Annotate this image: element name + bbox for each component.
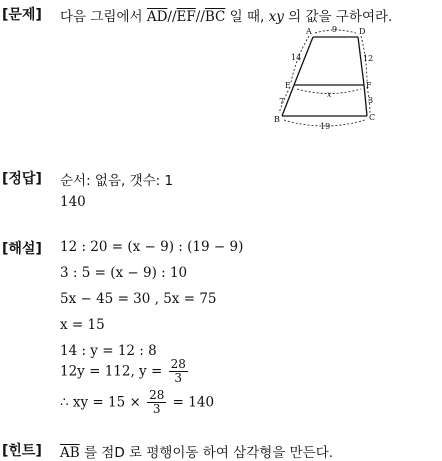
- solution-tag: [해설]: [2, 241, 42, 257]
- segment-ad: $\overline{AD}$: [146, 9, 168, 25]
- hint-tag: [힌트]: [2, 443, 42, 459]
- problem-text-1: 다음 그림에서: [60, 9, 147, 25]
- label-point-d: D: [359, 27, 366, 36]
- fraction-28-3-a: [169, 358, 188, 385]
- parallel-symbol-1: //: [167, 9, 177, 25]
- answer-tag: [정답]: [2, 171, 42, 187]
- solution-line-7: [60, 389, 214, 416]
- label-length-df: 12: [363, 54, 374, 63]
- label-length-ef: x: [327, 90, 332, 99]
- solution-line-5: 14 : y = 12 : 8: [60, 343, 157, 359]
- label-length-fc: 3: [368, 96, 374, 105]
- problem-text-2: 일 때,: [225, 9, 269, 25]
- solution-line-2: 3 : 5 = (x − 9) : 10: [60, 265, 188, 281]
- parallel-symbol-2: //: [195, 9, 205, 25]
- fraction-numerator: 28: [149, 388, 165, 402]
- hint-text-line: [60, 441, 333, 461]
- problem-variable: xy: [268, 9, 284, 25]
- label-point-b: B: [274, 115, 280, 124]
- fraction-denominator: 3: [174, 371, 183, 385]
- answer-order-count: 순서: 없음, 갯수: 1: [60, 173, 174, 189]
- solution-line-1: 12 : 20 = (x − 9) : (19 − 9): [60, 239, 244, 255]
- segment-ef: $\overline{EF}$: [176, 9, 196, 25]
- label-point-e: E: [285, 81, 291, 90]
- fraction-28-3-b: [147, 389, 166, 416]
- label-point-f: F: [366, 81, 372, 90]
- trapezoid-diagram: [268, 24, 388, 132]
- solution-line-7-result: = 140: [168, 394, 215, 411]
- fraction-numerator: 28: [170, 357, 186, 371]
- fraction-denominator: 3: [152, 402, 161, 416]
- answer-value: 140: [60, 194, 86, 210]
- segment-ab: $\overline{AB}$: [60, 445, 80, 461]
- problem-text-3: 의 값을 구하여라.: [283, 9, 393, 25]
- label-point-c: C: [369, 113, 376, 122]
- label-length-bc: 19: [320, 122, 331, 131]
- solution-line-4: x = 15: [60, 317, 105, 333]
- label-length-ad: 9: [332, 25, 338, 34]
- solution-line-7-text: ∴ xy = 15 ×: [60, 394, 146, 411]
- problem-tag: [문제]: [2, 7, 42, 23]
- label-point-a: A: [306, 27, 312, 36]
- segment-bc: $\overline{BC}$: [204, 9, 226, 25]
- solution-line-6-text: 12y = 112, y =: [60, 363, 167, 380]
- label-length-ae: 14: [291, 53, 302, 62]
- hint-text: 를 점D 로 평행이동 하여 삼각형을 만든다.: [79, 445, 334, 461]
- solution-line-6: [60, 358, 190, 385]
- problem-statement: [60, 5, 392, 25]
- label-length-eb: 7: [279, 97, 285, 106]
- solution-line-3: 5x − 45 = 30 , 5x = 75: [60, 291, 217, 307]
